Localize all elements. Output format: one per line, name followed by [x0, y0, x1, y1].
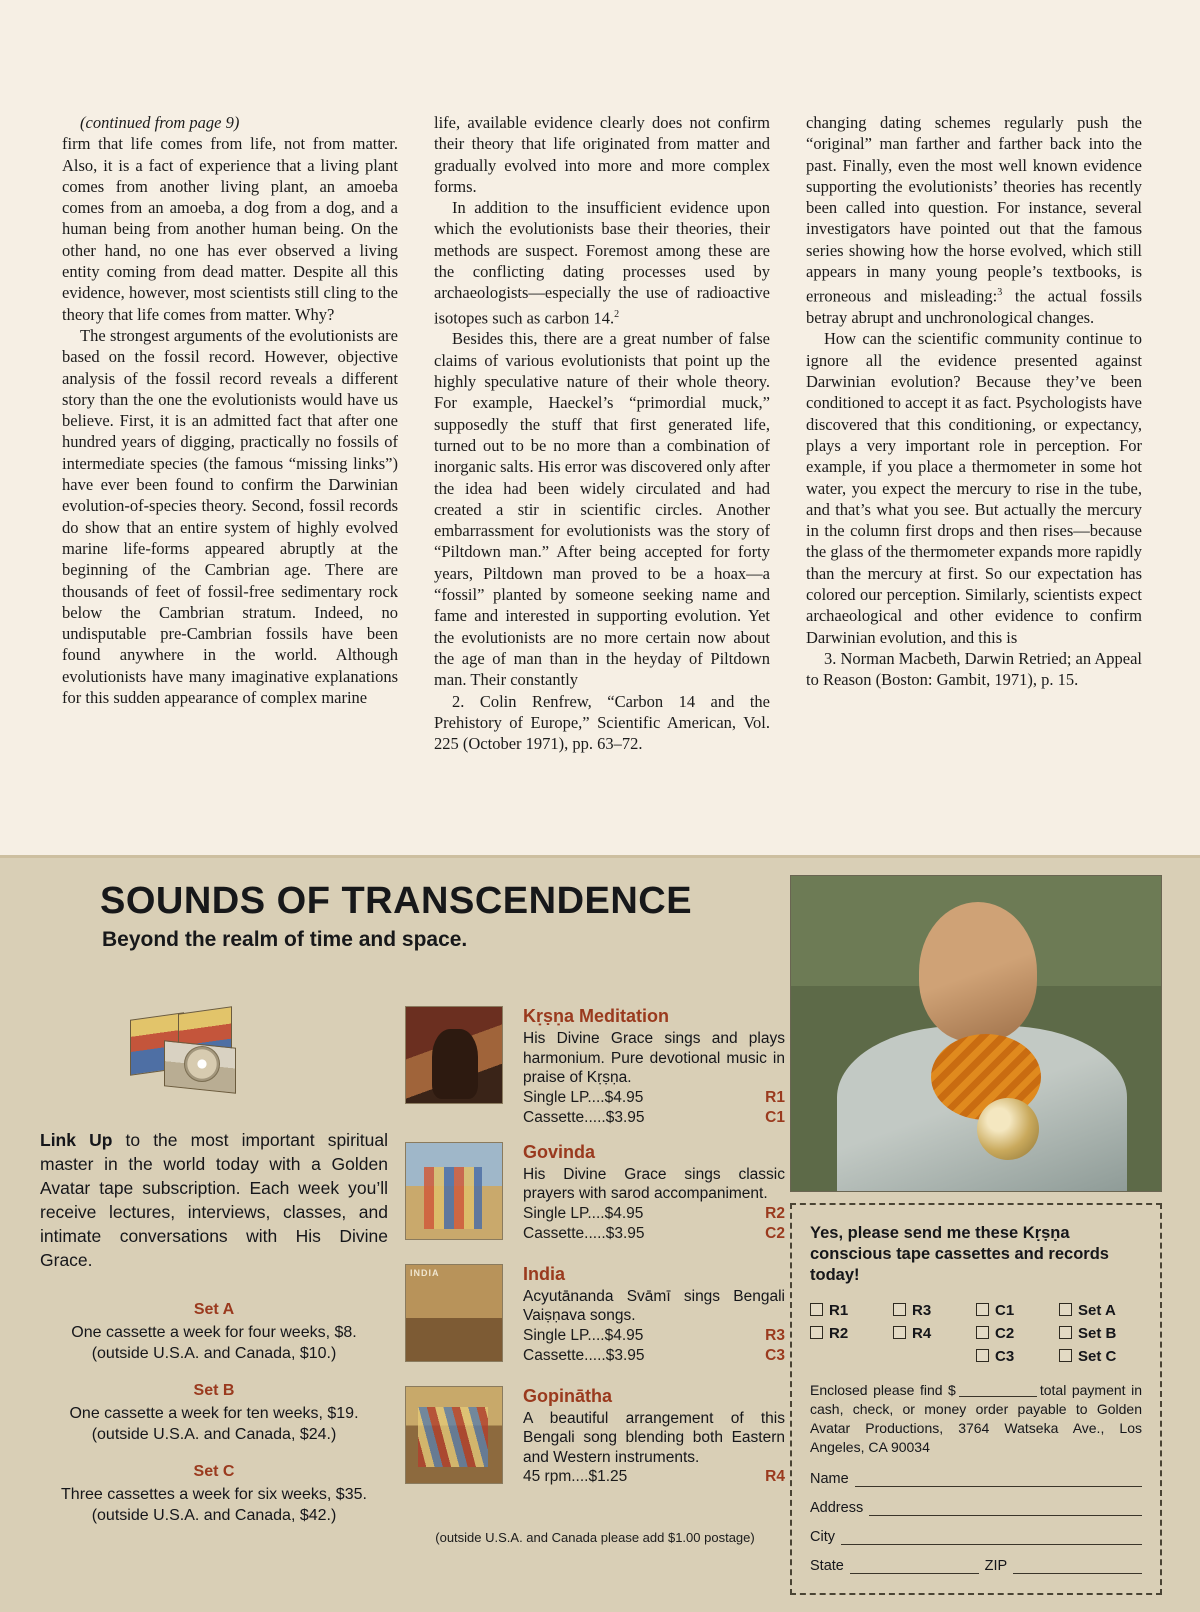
field-label: State: [810, 1558, 844, 1574]
footnote-2: 2. Colin Renfrew, “Carbon 14 and the Prehistory of Europe,” Scientific American, Vol. 225 (October 1971), pp. 63–72.: [434, 691, 770, 754]
set-a-note: (outside U.S.A. and Canada, $10.): [91, 1345, 337, 1362]
price-label: Single LP....$4.95: [523, 1088, 644, 1106]
product-code: C2: [765, 1224, 785, 1242]
paragraph: [434, 197, 770, 328]
checkbox-icon[interactable]: [810, 1326, 823, 1339]
album-cover-gopinatha: [405, 1386, 503, 1484]
checkbox-icon[interactable]: [893, 1326, 906, 1339]
checkbox-icon[interactable]: [1059, 1349, 1072, 1362]
paragraph: [806, 112, 1142, 328]
ad-title: SOUNDS OF TRANSCENDENCE: [100, 880, 693, 922]
product-code: R2: [765, 1204, 785, 1222]
set-block: [28, 1463, 400, 1526]
checkbox-r3[interactable]: [893, 1302, 976, 1319]
product-price-row: [523, 1224, 785, 1244]
product-price-row: [523, 1346, 785, 1366]
checkbox-label: R3: [912, 1302, 932, 1319]
checkbox-label: Set A: [1078, 1302, 1116, 1319]
set-c-name: Set C: [193, 1463, 235, 1480]
checkbox-spacer: [810, 1348, 893, 1365]
checkbox-set-b[interactable]: [1059, 1325, 1142, 1342]
order-checkbox-grid: [810, 1302, 1142, 1365]
product-info: [523, 1142, 785, 1244]
footnote-marker-2: 2: [614, 308, 620, 320]
product-title: Kṛṣṇa Meditation: [523, 1006, 670, 1026]
photo-head: [919, 902, 1037, 1042]
album-cover-govinda: [405, 1142, 503, 1240]
checkbox-icon[interactable]: [976, 1349, 989, 1362]
product-description: Acyutānanda Svāmī sings Bengali Vaiṣṇava songs.: [523, 1287, 785, 1324]
product-list: [405, 1006, 785, 1508]
paragraph-text: In addition to the insufficient evidence upon which the evolutionists base their theories, their methods are suspect. Foremost among these are the conflicting dating processes used by archaeologists—especially the use of radioactive isotopes such as carbon 14.: [434, 198, 770, 328]
continued-from-note: (continued from page 9): [80, 113, 240, 132]
checkbox-c2[interactable]: [976, 1325, 1059, 1342]
checkbox-icon[interactable]: [976, 1303, 989, 1316]
address-input-line[interactable]: [869, 1502, 1142, 1516]
product-title: Govinda: [523, 1141, 596, 1162]
checkbox-r1[interactable]: [810, 1302, 893, 1319]
state-input-line[interactable]: [850, 1560, 979, 1574]
set-b-note: (outside U.S.A. and Canada, $24.): [91, 1426, 337, 1443]
product-title: India: [523, 1263, 566, 1284]
set-b-desc: [28, 1403, 400, 1445]
order-form-heading: Yes, please send me these Kṛṣṇa conscious tape cassettes and records today!: [810, 1224, 1109, 1284]
field-city[interactable]: [810, 1529, 1142, 1545]
article-column-2: [434, 112, 770, 754]
checkbox-label: R1: [829, 1302, 849, 1319]
paragraph-text-cont: the actual fossils betray abrupt and unchronological changes.: [806, 286, 1143, 328]
set-c-desc: [28, 1484, 400, 1526]
set-c-note: (outside U.S.A. and Canada, $42.): [91, 1507, 337, 1524]
product-item: [405, 1142, 785, 1250]
set-a-desc-text: One cassette a week for four weeks, $8.: [71, 1324, 357, 1341]
paragraph: firm that life comes from life, not from matter. Also, it is a fact of experience that a living plant comes from another living plant, an amoeba comes from an amoeba, a dog from a dog, and a human being from another human being. On the other hand, no one has ever observed a living entity coming from dead matter. Despite all this evidence, however, most scientists still cling to the theory that life comes from matter. Why?: [62, 134, 398, 324]
price-label: Cassette.....$3.95: [523, 1346, 645, 1364]
article-column-3: [806, 112, 1142, 754]
price-label: Single LP....$4.95: [523, 1204, 644, 1222]
checkbox-r2[interactable]: [810, 1325, 893, 1342]
boxed-set-image: [128, 1008, 268, 1096]
checkbox-icon[interactable]: [1059, 1326, 1072, 1339]
album-cover-india: [405, 1264, 503, 1362]
checkbox-spacer: [893, 1348, 976, 1365]
set-b-name: Set B: [193, 1382, 235, 1399]
blurb-text: to the most important spiritual master in the world today with a Golden Avatar tape subscription. Each week you’ll receive lectures, interviews, classes, and intimate conversations with His Divine Grace.: [40, 1130, 388, 1270]
checkbox-icon[interactable]: [1059, 1303, 1072, 1316]
record-disc-icon: [184, 1046, 220, 1082]
field-address[interactable]: [810, 1500, 1142, 1516]
set-block: [28, 1301, 400, 1364]
price-label: Single LP....$4.95: [523, 1326, 644, 1344]
footnote-3: 3. Norman Macbeth, Darwin Retried; an Appeal to Reason (Boston: Gambit, 1971), p. 15.: [806, 648, 1142, 690]
set-a-desc: [28, 1322, 400, 1364]
photo-hand-cymbal: [977, 1098, 1039, 1160]
product-price-row: [523, 1108, 785, 1128]
product-price-row: [523, 1088, 785, 1108]
product-code: C3: [765, 1346, 785, 1364]
payment-instructions: [810, 1381, 1142, 1457]
product-code: R4: [765, 1468, 785, 1485]
product-price-row: [523, 1467, 785, 1487]
product-code: C1: [765, 1108, 785, 1126]
set-c-desc-text: Three cassettes a week for six weeks, $35.: [61, 1486, 367, 1503]
payment-text-lead: Enclosed please find $: [810, 1382, 956, 1398]
paragraph: How can the scientific community continue to ignore all the evidence presented against Darwinian evolution? Because they’ve been conditioned to accept it as fact. Psychologists have discovered that this conditioning, or expectancy, plays a very important role in perception. For example, if you place a thermometer in some hot water, you expect the mercury to rise in the tube, and that’s what you see. But actually the mercury in the column first drops and then rises—because the glass of the thermometer expands more rapidly than the mercury at first. So our expectation has colored our perception. Similarly, scientists expect archaeological and other evidence to confirm Darwinian evolution, and this is: [806, 329, 1142, 647]
zip-label: ZIP: [984, 1558, 1008, 1574]
product-code: R1: [765, 1088, 785, 1106]
checkbox-label: Set B: [1078, 1325, 1117, 1342]
checkbox-label: C2: [995, 1325, 1015, 1342]
product-info: [523, 1386, 785, 1488]
postage-note: (outside U.S.A. and Canada please add $1.00 postage): [435, 1530, 755, 1545]
set-a-name: Set A: [193, 1301, 235, 1318]
checkbox-set-a[interactable]: [1059, 1302, 1142, 1319]
article-columns: [62, 112, 1152, 754]
product-title: Gopinātha: [523, 1385, 612, 1406]
set-b-desc-text: One cassette a week for ten weeks, $19.: [69, 1405, 359, 1422]
checkbox-label: R4: [912, 1325, 932, 1342]
product-code: R3: [765, 1326, 785, 1344]
field-state-zip[interactable]: [810, 1558, 1142, 1574]
paragraph: life, available evidence clearly does not confirm their theory that life originated from matter and gradually evolved into more and more complex forms.: [434, 113, 770, 196]
checkbox-label: C3: [995, 1348, 1015, 1365]
checkbox-icon[interactable]: [893, 1303, 906, 1316]
product-info: [523, 1264, 785, 1366]
product-item: [405, 1006, 785, 1128]
checkbox-c3[interactable]: [976, 1348, 1059, 1365]
advertisement-section: [0, 855, 1200, 1612]
zip-input-line[interactable]: [1013, 1560, 1142, 1574]
product-description: A beautiful arrangement of this Bengali song blending both Eastern and Western instruments.: [523, 1409, 785, 1466]
product-item: [405, 1386, 785, 1494]
paragraph: The strongest arguments of the evolutionists are based on the fossil record. However, objective analysis of the fossil record reveals a different story than the one the evolutionists would have us believe. First, it is an admitted fact that after one hundred years of digging, practically no fossils of intermediate species (the famous “missing links”) have ever been found to confirm the Darwinian evolution-of-species theory. Second, fossil records do show that an entire system of highly evolved marine life-forms appeared abruptly at the beginning of the Cambrian age. There are thousands of feet of fossil-free sedimentary rock below the Cambrian stratum. Indeed, no undisputable pre-Cambrian fossils have been found anywhere in the world. Although evolutionists have many imaginative explanations for this sudden appearance of complex marine: [62, 325, 398, 708]
field-label: Address: [810, 1500, 864, 1516]
product-description: His Divine Grace sings classic prayers with sarod accompaniment.: [523, 1165, 785, 1202]
checkbox-label: Set C: [1078, 1348, 1117, 1365]
checkbox-label: R2: [829, 1325, 849, 1342]
subscription-sets: [28, 1283, 400, 1526]
field-label: Name: [810, 1471, 849, 1487]
article-column-1: [62, 112, 398, 754]
price-label: Cassette.....$3.95: [523, 1108, 645, 1126]
ad-subtitle: Beyond the realm of time and space.: [102, 928, 468, 951]
ad-blurb: [40, 1128, 388, 1272]
checkbox-r4[interactable]: [893, 1325, 976, 1342]
checkbox-c1[interactable]: [976, 1302, 1059, 1319]
paragraph-text: changing dating schemes regularly push the “original” man farther and farther back into the past. Finally, even the most well known evidence supporting the evolutionists’ theories has recently been called into question. For instance, several investigators have pointed out that the famous series showing how the horse evolved, which still appears in many young people’s textbooks, is erroneous and misleading:: [806, 113, 1142, 306]
product-item: [405, 1264, 785, 1372]
product-info: [523, 1006, 785, 1128]
product-description: His Divine Grace sings and plays harmonium. Pure devotional music in praise of Kṛṣṇa.: [523, 1030, 785, 1086]
field-name[interactable]: [810, 1471, 1142, 1487]
paragraph: Besides this, there are a great number of false claims of various evolutionists that point up the highly speculative nature of their whole theory. For example, Haeckel’s “primordial muck,” supposedly the stuff that first generated life, turned out to be no more than a combination of inorganic salts. His error was discovered only after the idea had been widely circulated and had created a stir in scientific circles. Another embarrassment for evolutionists was the story of “Piltdown man.” After being accepted for forty years, Piltdown man proved to be a hoax—a “fossil” planted by someone seeking name and fame and interested in supporting evolution. Yet the evolutionists are no more certain now about the age of man than in the heyday of Piltdown man. Their constantly: [434, 329, 771, 690]
price-label: 45 rpm....$1.25: [523, 1468, 628, 1485]
checkbox-icon[interactable]: [976, 1326, 989, 1339]
checkbox-label: C1: [995, 1302, 1015, 1319]
footnote-marker-3: 3: [997, 287, 1003, 299]
city-input-line[interactable]: [841, 1531, 1142, 1545]
album-cover-krsna-meditation: [405, 1006, 503, 1104]
field-label: City: [810, 1529, 835, 1545]
checkbox-icon[interactable]: [810, 1303, 823, 1316]
blurb-lead: Link Up: [40, 1130, 113, 1150]
checkbox-set-c[interactable]: [1059, 1348, 1142, 1365]
amount-input-line[interactable]: [959, 1396, 1037, 1397]
product-price-row: [523, 1204, 785, 1224]
payment-text-rest: total payment in cash, check, or money order payable to Golden Avatar Productions, 3764 Watseka Ave., Los Angeles, CA 90034: [810, 1382, 1142, 1455]
price-label: Cassette.....$3.95: [523, 1224, 645, 1242]
set-block: [28, 1382, 400, 1445]
product-price-row: [523, 1326, 785, 1346]
name-input-line[interactable]: [855, 1473, 1142, 1487]
swami-photo: [790, 875, 1162, 1192]
order-form[interactable]: [790, 1203, 1162, 1595]
